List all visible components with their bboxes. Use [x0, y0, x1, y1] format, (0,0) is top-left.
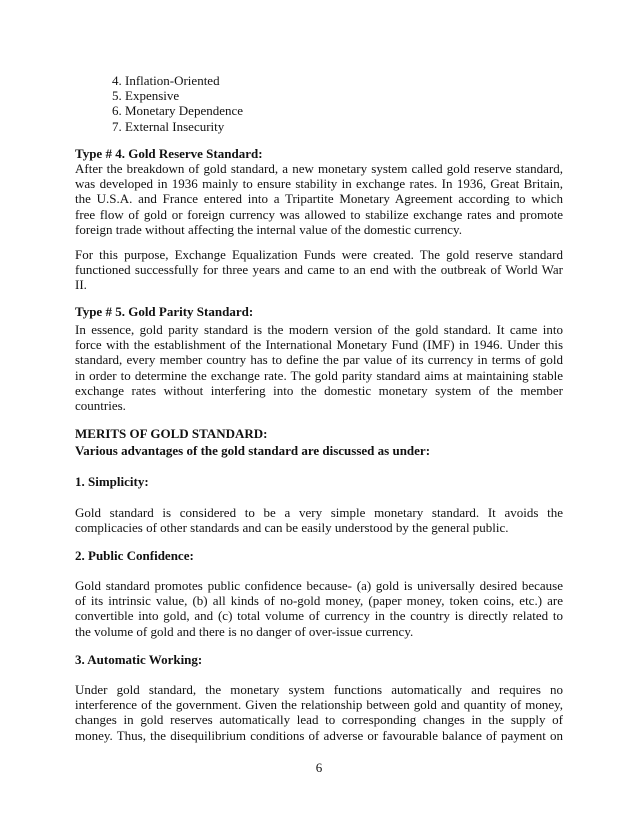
merits-subheading: Various advantages of the gold standard are discussed as under: [75, 443, 431, 458]
type4-heading: Type # 4. Gold Reserve Standard: [75, 146, 263, 161]
text-line: For this purpose, Exchange Equalization Funds were created. The gold reserve standard [75, 247, 563, 262]
text-line: Gold standard is considered to be a very simple monetary standard. It avoids the [75, 505, 563, 520]
text-line: the volume of gold and there is no danger of over-issue currency. [75, 623, 414, 639]
text-line: in order to determine the exchange rate. The gold parity standard aims at maintaining stable [75, 367, 563, 383]
type5-heading: Type # 5. Gold Parity Standard: [75, 304, 254, 319]
list-item: 7. External Insecurity [112, 118, 225, 134]
simplicity-heading: 1. Simplicity: [75, 474, 149, 489]
text-line: free flow of gold or foreign currency was allowed to stabilize exchange rates and promote [75, 206, 563, 222]
text-line: Under gold standard, the monetary system functions automatically and requires no [75, 682, 563, 697]
disadvantages-list [112, 73, 243, 134]
text-line: convertible into gold, and (c) total volume of currency in the country is directly related to [75, 608, 563, 624]
list-item: 5. Expensive [112, 88, 180, 104]
list-item: 4. Inflation-Oriented [112, 73, 220, 88]
confidence-paragraph [75, 578, 563, 639]
text-line: foreign trade without affecting the internal value of the domestic currency. [75, 221, 462, 237]
text-line: interference of the government. Given the relationship between gold and quantity of money, [75, 697, 563, 713]
automatic-paragraph [75, 682, 563, 743]
text-line: functioned successfully for three years and came to an end with the outbreak of World War [75, 262, 563, 278]
text-line: II. [75, 277, 87, 293]
text-line: After the breakdown of gold standard, a new monetary system called gold reserve standard, [75, 161, 563, 176]
automatic-heading: 3. Automatic Working: [75, 652, 203, 667]
list-item: 6. Monetary Dependence [112, 103, 244, 119]
type4-paragraph-2 [75, 247, 563, 293]
text-line: the U.S.A. and France entered into a Tripartite Monetary Agreement according to which [75, 191, 563, 207]
text-line: force with the establishment of the International Monetary Fund (IMF) in 1946. Under this [75, 337, 563, 353]
simplicity-paragraph [75, 505, 563, 535]
text-line: of its intrinsic value, (b) all kinds of no-gold money, (paper money, token coins, etc.) are [75, 593, 563, 609]
type5-paragraph [75, 322, 563, 413]
text-line: countries. [75, 397, 126, 413]
text-line: complicacies of other standards and can be easily understood by the general public. [75, 520, 509, 536]
text-line: Gold standard promotes public confidence because- (a) gold is universally desired because [75, 578, 563, 593]
text-line: changes in gold reserves automatically lead to corresponding changes in the supply of [75, 712, 563, 728]
type4-paragraph-1 [75, 161, 563, 237]
merits-heading: MERITS OF GOLD STANDARD: [75, 426, 268, 441]
text-line: money. Thus, the disequilibrium conditions of adverse or favourable balance of payment on [75, 727, 563, 743]
text-line: was developed in 1936 mainly to ensure stability in exchange rates. In 1936, Great Britain, [75, 176, 563, 192]
page-number: 6 [315, 760, 323, 775]
text-line: standard, every member country has to define the par value of its currency in terms of gold [75, 352, 563, 368]
text-line: exchange rates without interfering into the domestic monetary system of the member [75, 382, 563, 398]
text-line: In essence, gold parity standard is the modern version of the gold standard. It came into [75, 322, 563, 337]
confidence-heading: 2. Public Confidence: [75, 548, 194, 563]
